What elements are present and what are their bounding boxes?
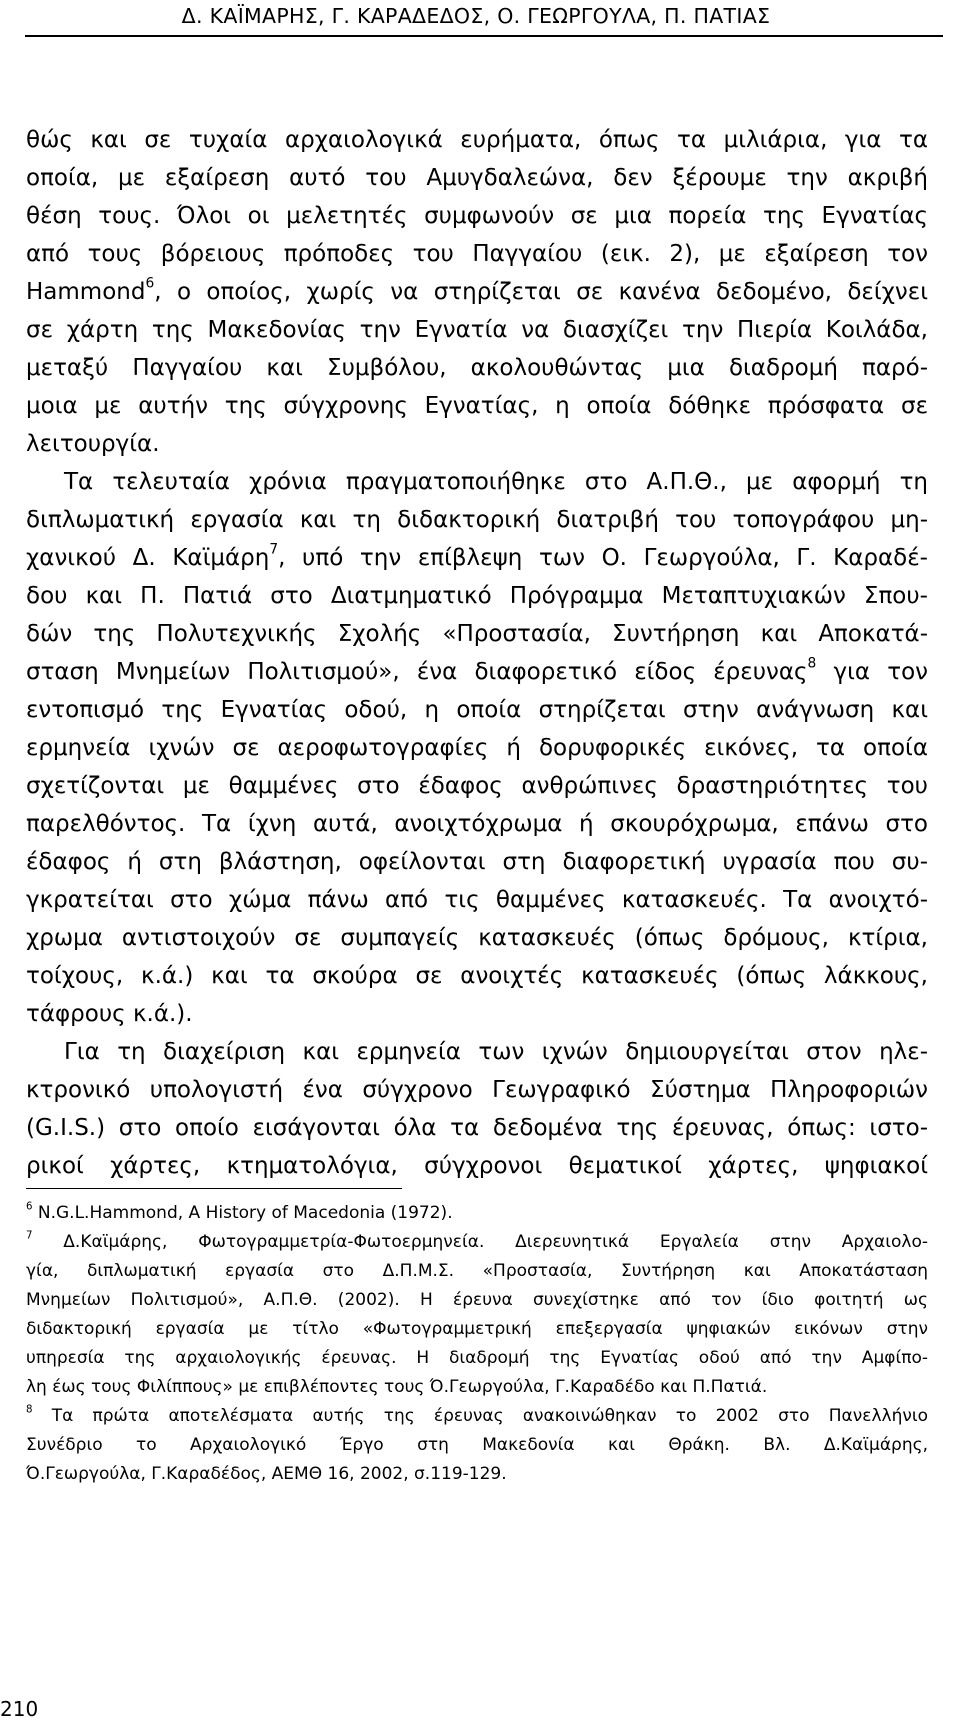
footnote-line: γία, διπλωματική εργασία στο Δ.Π.Μ.Σ. «Προστασία, Συντήρηση και Αποκατάσταση — [26, 1261, 928, 1281]
footnote-ref-7: 7 — [269, 541, 279, 558]
body-line: δου και Π. Πατιά στο Διατμηματικό Πρόγραμμα Μεταπτυχιακών Σπου- — [26, 583, 928, 609]
body-text-span: , ο οποίος, χωρίς να στηρίζεται σε κανένα δεδομένο, δείχνει — [154, 279, 928, 305]
footnote-6 — [26, 1199, 928, 1228]
body-text-span: χανικού Δ. Καϊμάρη — [26, 545, 270, 571]
header-rule — [25, 35, 943, 37]
body-line: θέση τους. Όλοι οι μελετητές συμφωνούν σε μια πορεία της Εγνατίας — [26, 203, 928, 229]
body-line — [26, 539, 928, 577]
footnote-text: Δ.Καϊμάρης, Φωτογραμμετρία-Φωτοερμηνεία. Διερευνητικά Εργαλεία στην Αρχαιολο- — [32, 1232, 928, 1252]
footnote-line: λη έως τους Φιλίππους» με επιβλέποντες τους Ό.Γεωργούλα, Γ.Καραδέδο και Π.Πατιά. — [26, 1377, 768, 1397]
body-text-span: για τον — [816, 659, 928, 685]
paragraph-start: Τα τελευταία χρόνια πραγματοποιήθηκε στο Α.Π.Θ., με αφορμή τη — [64, 469, 928, 495]
body-line: (G.I.S.) στο οποίο εισάγονται όλα τα δεδομένα της έρευνας, όπως: ιστο- — [26, 1115, 928, 1141]
footnote-rule — [26, 1188, 402, 1189]
body-line: δών της Πολυτεχνικής Σχολής «Προστασία, Συντήρηση και Αποκατά- — [26, 621, 928, 647]
footnote-8 — [26, 1402, 928, 1431]
body-line — [26, 653, 928, 691]
body-line: μοια με αυτήν της σύγχρονης Εγνατίας, η οποία δόθηκε πρόσφατα σε — [26, 393, 928, 419]
body-line: σε χάρτη της Μακεδονίας την Εγνατία να διασχίζει την Πιερία Κοιλάδα, — [26, 317, 928, 343]
body-line: χρωμα αντιστοιχούν σε συμπαγείς κατασκευές (όπως δρόμους, κτίρια, — [26, 925, 928, 951]
body-line: τάφρους κ.ά.). — [26, 1001, 193, 1027]
body-line: ερμηνεία ιχνών σε αεροφωτογραφίες ή δορυφορικές εικόνες, τα οποία — [26, 735, 928, 761]
footnote-number: 7 — [26, 1230, 33, 1242]
body-text-span: σταση Μνημείων Πολιτισμού», ένα διαφορετικό είδος έρευνας — [26, 659, 808, 685]
body-text-span: , υπό την επίβλεψη των Ο. Γεωργούλα, Γ. Καραδέ- — [278, 545, 928, 571]
body-line: εντοπισμό της Εγνατίας οδού, η οποία στηρίζεται στην ανάγνωση και — [26, 697, 928, 723]
footnote-ref-6: 6 — [145, 275, 155, 292]
running-header: Δ. ΚΑΪΜΑΡΗΣ, Γ. ΚΑΡΑΔΕΔΟΣ, Ο. ΓΕΩΡΓΟΥΛΑ, Π. ΠΑΤΙΑΣ — [181, 4, 771, 28]
footnote-7 — [26, 1228, 928, 1257]
footnote-line: Μνημείων Πολιτισμού», Α.Π.Θ. (2002). Η έρευνα συνεχίστηκε από τον ίδιο φοιτητή ως — [26, 1290, 928, 1310]
body-line: μεταξύ Παγγαίου και Συμβόλου, ακολουθώντας μια διαδρομή παρό- — [26, 355, 928, 381]
footnote-number: 6 — [26, 1201, 33, 1213]
footnote-number: 8 — [26, 1404, 33, 1416]
footnote-line: διδακτορική εργασία με τίτλο «Φωτογραμμετρική επεξεργασία ψηφιακών εικόνων στην — [26, 1319, 928, 1339]
body-line: σχετίζονται με θαμμένες στο έδαφος ανθρώπινες δραστηριότητες του — [26, 773, 928, 799]
body-line: οποία, με εξαίρεση αυτό του Αμυγδαλεώνα, δεν ξέρουμε την ακριβή — [26, 165, 928, 191]
body-line: θώς και σε τυχαία αρχαιολογικά ευρήματα, όπως τα μιλιάρια, για τα — [26, 127, 928, 153]
footnote-line: υπηρεσία της αρχαιολογικής έρευνας. Η διαδρομή της Εγνατίας οδού από την Αμφίπο- — [26, 1348, 928, 1368]
body-line: τοίχους, κ.ά.) και τα σκούρα σε ανοιχτές κατασκευές (όπως λάκκους, — [26, 963, 928, 989]
body-line: ρικοί χάρτες, κτηματολόγια, σύγχρονοι θεματικοί χάρτες, ψηφιακοί — [26, 1153, 928, 1179]
body-line — [26, 273, 928, 311]
footnote-ref-8: 8 — [807, 655, 817, 672]
body-line: έδαφος ή στη βλάστηση, οφείλονται στη διαφορετική υγρασία που συ- — [26, 849, 928, 875]
footnote-text: N.G.L.Hammond, A History of Macedonia (1972). — [32, 1203, 453, 1223]
paragraph-start: Για τη διαχείριση και ερμηνεία των ιχνών δημιουργείται στον ηλε- — [64, 1039, 928, 1065]
body-line: κτρονικό υπολογιστή ένα σύγχρονο Γεωγραφικό Σύστημα Πληροφοριών — [26, 1077, 928, 1103]
author-name: Hammond — [26, 279, 146, 305]
footnote-line: Ό.Γεωργούλα, Γ.Καραδέδος, ΑΕΜΘ 16, 2002, σ.119-129. — [26, 1464, 507, 1484]
body-line: λειτουργία. — [26, 431, 160, 457]
page-number: 210 — [0, 1697, 39, 1721]
body-line: γκρατείται στο χώμα πάνω από τις θαμμένες κατασκευές. Τα ανοιχτό- — [26, 887, 928, 913]
body-line: διπλωματική εργασία και τη διδακτορική διατριβή του τοπογράφου μη- — [26, 507, 928, 533]
body-line: από τους βόρειους πρόποδες του Παγγαίου (εικ. 2), με εξαίρεση τον — [26, 241, 928, 267]
footnote-line: Συνέδριο το Αρχαιολογικό Έργο στη Μακεδονία και Θράκη. Βλ. Δ.Καϊμάρης, — [26, 1435, 928, 1455]
body-line: παρελθόντος. Τα ίχνη αυτά, ανοιχτόχρωμα ή σκουρόχρωμα, επάνω στο — [26, 811, 928, 837]
footnote-text: Τα πρώτα αποτελέσματα αυτής της έρευνας ανακοινώθηκαν το 2002 στο Πανελλήνιο — [32, 1406, 928, 1426]
